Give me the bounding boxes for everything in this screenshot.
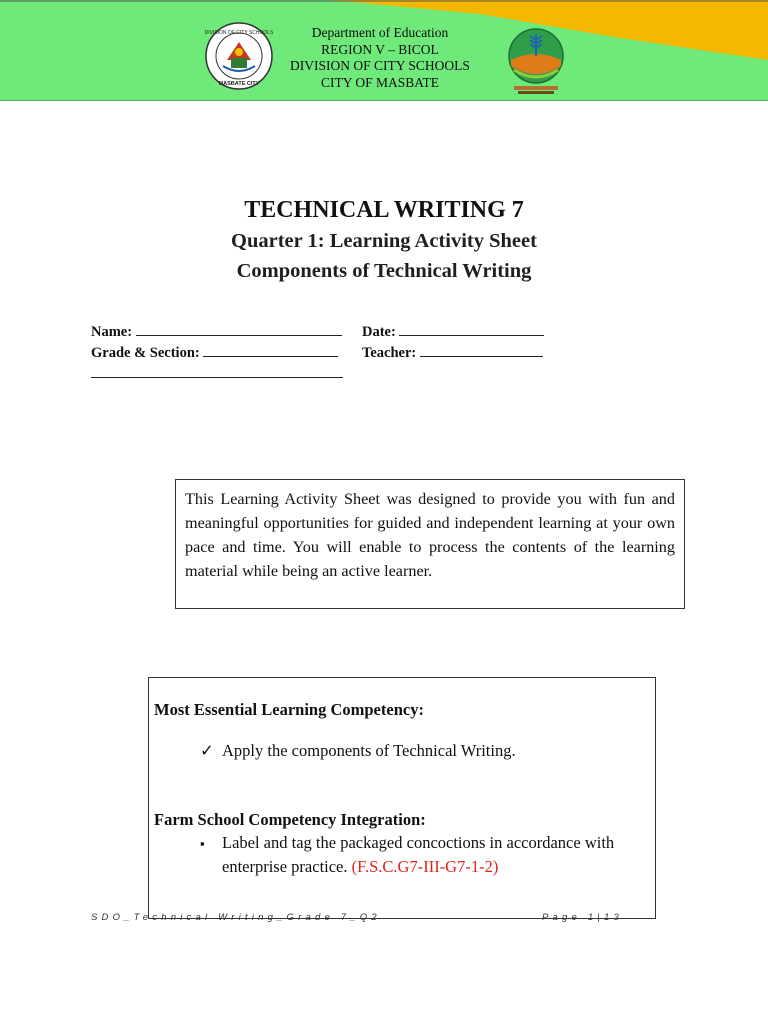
date-blank[interactable] [399, 323, 544, 336]
name-field[interactable] [91, 323, 342, 341]
grade-section-field[interactable] [91, 344, 338, 362]
farm-competency-code: (F.S.C.G7-III-G7-1-2) [351, 857, 499, 876]
teacher-label: Teacher: [362, 345, 417, 361]
topic-subtitle: Components of Technical Writing [236, 260, 532, 282]
intro-text: This Learning Activity Sheet was designed to provide you with fun and meaningful opportunities for guided and independent learning at your own pace and time. You will enable to process the contents of the learning material while being an active learner. [185, 490, 675, 580]
footer-page-number: Page 1|13 [542, 912, 623, 923]
name-blank[interactable] [136, 323, 342, 336]
quarter-subtitle: Quarter 1: Learning Activity Sheet [231, 230, 537, 252]
farm-item-text [222, 831, 617, 879]
check-icon: ✓ [200, 741, 214, 760]
svg-text:DIVISION OF CITY SCHOOLS: DIVISION OF CITY SCHOOLS [205, 30, 273, 36]
date-field[interactable] [362, 323, 544, 341]
melc-item-text: Apply the components of Technical Writing. [222, 741, 516, 760]
farm-school-logo-icon [506, 26, 566, 96]
intro-box [175, 479, 685, 609]
header-line-2: REGION V – BICOL [321, 41, 439, 57]
name-label: Name: [91, 324, 133, 340]
square-bullet-icon: ▪ [200, 836, 205, 851]
grade-section-blank[interactable] [203, 344, 338, 357]
teacher-blank[interactable] [420, 344, 543, 357]
farm-heading: Farm School Competency Integration: [154, 810, 426, 829]
melc-heading: Most Essential Learning Competency: [154, 700, 424, 719]
header-line-3: DIVISION OF CITY SCHOOLS [290, 58, 470, 73]
header-band [0, 0, 768, 101]
date-label: Date: [362, 324, 396, 340]
document-title: TECHNICAL WRITING 7 [244, 197, 524, 223]
grade-section-label: Grade & Section: [91, 345, 200, 361]
extra-blank-line[interactable] [91, 377, 343, 378]
footer-doc-id: SDO_Technical Writing_Grade 7_Q2 [91, 912, 381, 923]
teacher-field[interactable] [362, 344, 543, 362]
svg-text:MASBATE CITY: MASBATE CITY [218, 81, 260, 87]
division-seal-icon [205, 22, 273, 90]
header-text [270, 25, 490, 91]
header-line-4: CITY OF MASBATE [320, 74, 439, 90]
farm-item-body: Label and tag the packaged concoctions in accordance with enterprise practice. [222, 833, 615, 876]
header-line-1: Department of Education [311, 25, 449, 40]
